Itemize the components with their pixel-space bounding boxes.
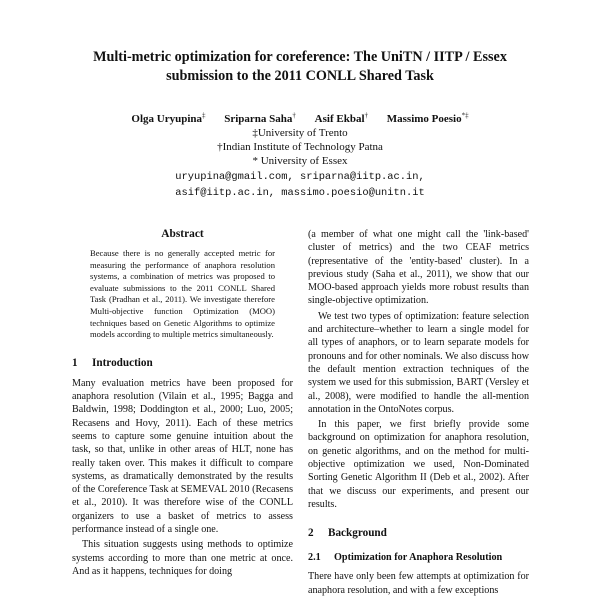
right-paragraph-2: We test two types of optimization: feature selection and architecture–whether to learn a single model for all types of anaphors, or to learn separate models for pronouns and for other nominals. We also discuss how the default mention extraction techniques of the system we used for this submission, BART (Versley et al., 2008), were modified to handle the all-mention annotation in the OntoNotes corpus.: [308, 310, 529, 415]
section-title: Background: [328, 527, 387, 540]
left-column: [72, 228, 293, 578]
intro-paragraph-2: This situation suggests using methods to optimize systems according to more than one metric at once. And as it happens, techniques for doing: [72, 539, 293, 577]
email-line-2: asif@iitp.ac.in, massimo.poesio@unitn.it: [175, 186, 425, 199]
author-name: Massimo Poesio: [386, 112, 462, 125]
section-title: Introduction: [92, 356, 153, 369]
subsection-heading: [308, 552, 529, 564]
right-column: [308, 228, 529, 597]
section-heading-background: [308, 527, 529, 540]
title-line-2: submission to the 2011 CONLL Shared Task: [166, 68, 434, 84]
affiliation-2: †Indian Institute of Technology Patna: [217, 140, 383, 153]
author-block: [40, 108, 560, 200]
author-names: [40, 108, 560, 126]
background-paragraph-1: There have only been few attempts at optimization for anaphora resolution, and with a few exceptions: [308, 571, 529, 596]
intro-paragraph-1: Many evaluation metrics have been proposed for anaphora resolution (Vilain et al., 1995; Bagga and Baldwin, 1998; Doddington et al., 2000; Luo, 2005; Recasens and Hovy, 2011). Each of these metrics seems to capture some genuine intuition about the task, so that, unlike in other areas of HLT, none has really taken over. This makes it difficult to compare systems, as dramatically demonstrated by the results of the Coreference Task at SEMEVAL 2010 (Recasens et al., 2010). It was therefore wise of the CONLL organizers to use a basket of metrics to assess performance instead of a single one.: [72, 377, 293, 536]
author-mark: †: [364, 111, 368, 119]
abstract-heading: Abstract: [161, 228, 204, 240]
author-mark: ‡: [202, 111, 206, 119]
author-name: Asif Ekbal: [314, 112, 365, 125]
author-name: Olga Uryupina: [131, 112, 202, 125]
abstract-text: Because there is no generally accepted metric for measuring the performance of anaphora resolution systems, a combination of metrics was proposed to evaluate submissions to the 2011 CONLL Shared Task (Pradhan et al., 2011). We investigate therefore Multi-objective function Optimization (MOO) techniques based on Genetic Algorithms to optimize models according to multiple metrics simultaneously.: [90, 248, 275, 340]
subsection-number: 2.1: [308, 552, 321, 564]
author-mark: †: [292, 111, 296, 119]
right-paragraph-1: (a member of what one might call the 'link-based' cluster of metrics) and the two CEAF metrics (representative of the 'entity-based' cluster). In a previous study (Saha et al., 2011), we show that our MOO-based approach yields more robust results than single-objective optimization.: [308, 229, 529, 307]
author-3: [315, 113, 368, 125]
subsection-title: Optimization for Anaphora Resolution: [334, 552, 503, 564]
section-heading-introduction: [72, 357, 293, 370]
affiliation-1: ‡University of Trento: [252, 126, 348, 139]
section-number: 1: [72, 356, 78, 369]
right-paragraph-3: In this paper, we first briefly provide some background on optimization for anaphora resolution, on genetic algorithms, and on the method for multi-objective optimization we used, Non-Dominated Sorting Genetic Algorithm II (Deb et al., 2002). After that we discuss our experiments, and present our results.: [308, 419, 529, 510]
author-name: Sriparna Saha: [224, 112, 293, 125]
affiliation-3: * University of Essex: [252, 154, 348, 167]
author-4: [387, 113, 469, 125]
section-number: 2: [308, 527, 314, 540]
author-1: [131, 113, 205, 125]
email-line-1: uryupina@gmail.com, sriparna@iitp.ac.in,: [175, 170, 425, 183]
author-2: [224, 113, 296, 125]
author-mark: *‡: [461, 111, 469, 119]
title-line-1: Multi-metric optimization for coreference: The UniTN / IITP / Essex: [93, 49, 507, 65]
paper-title: [60, 48, 540, 86]
